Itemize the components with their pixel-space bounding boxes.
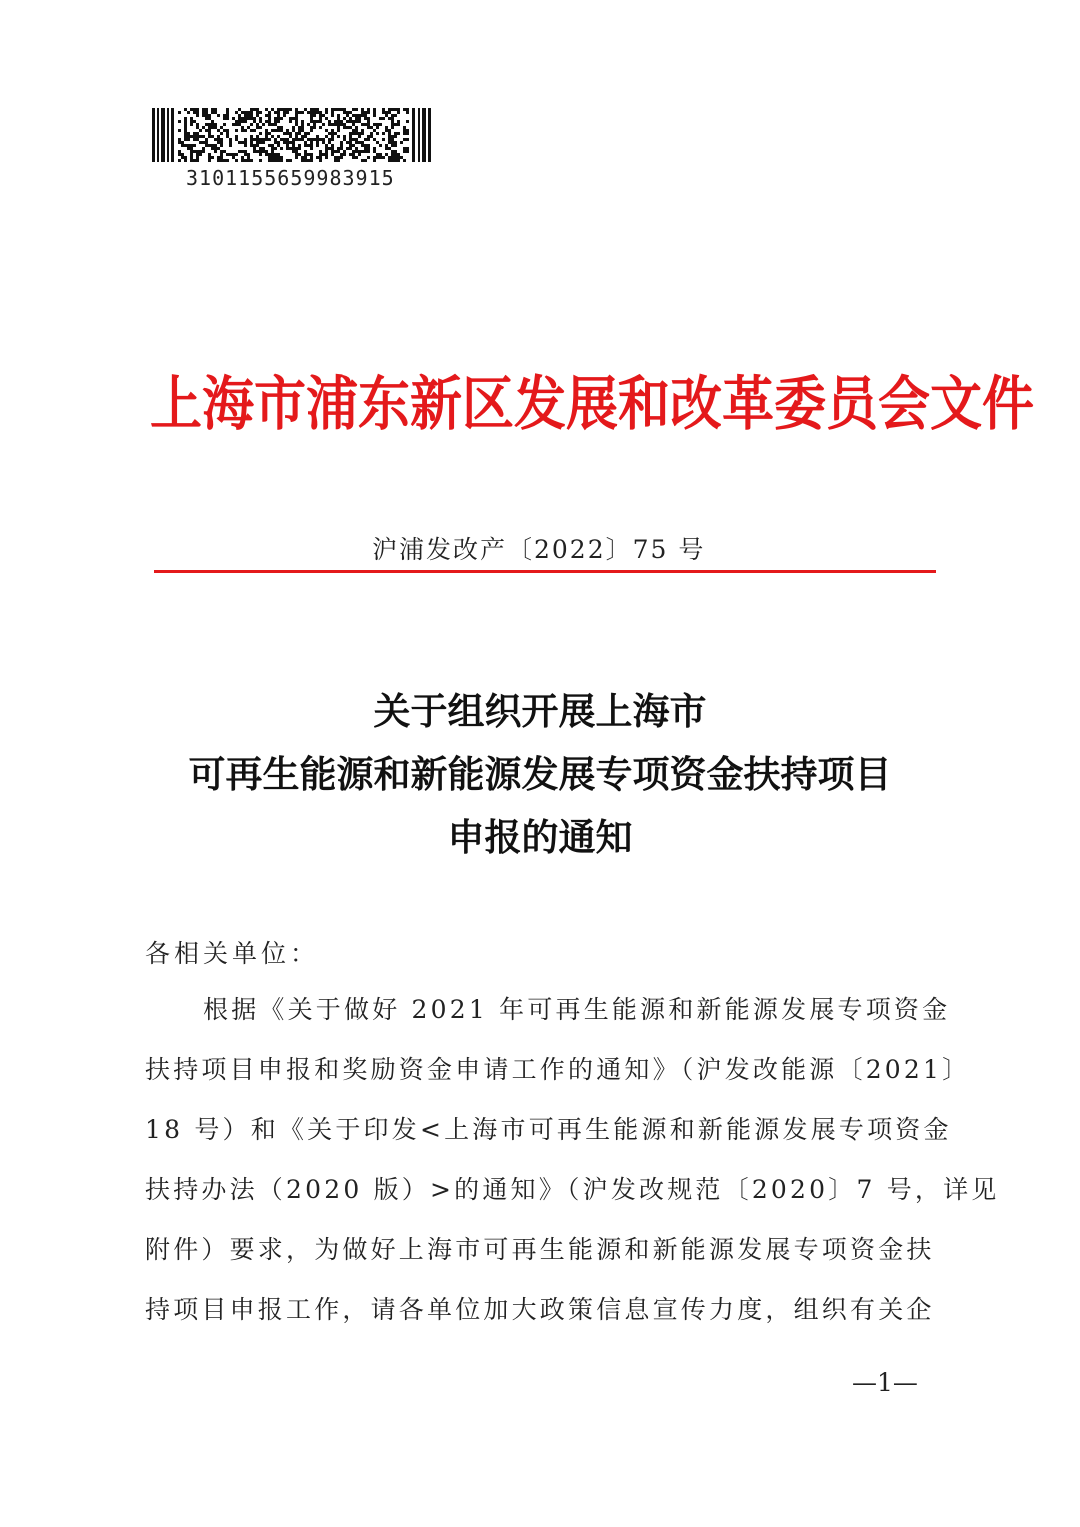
body-line: 18 号）和《关于印发<上海市可再生能源和新能源发展专项资金 xyxy=(145,1115,952,1144)
document-number: 沪浦发改产〔2022〕75 号 xyxy=(372,535,706,564)
notice-title xyxy=(120,680,960,869)
title-line: 关于组织开展上海市 xyxy=(373,689,707,733)
body-line: 扶持办法（2020 版）>的通知》（沪发改规范〔2020〕7 号，详见 xyxy=(145,1175,1000,1204)
body-line: 扶持项目申报和奖励资金申请工作的通知》（沪发改能源〔2021〕 xyxy=(145,1055,971,1084)
body-paragraph xyxy=(145,988,1000,1348)
title-line: 可再生能源和新能源发展专项资金扶持项目 xyxy=(188,752,892,796)
page-number: —1— xyxy=(852,1368,918,1397)
body-line: 持项目申报工作，请各单位加大政策信息宣传力度，组织有关企 xyxy=(145,1295,935,1324)
barcode-number: 3101155659983915 xyxy=(186,166,395,190)
red-divider-line xyxy=(154,570,936,573)
barcode-block xyxy=(152,108,442,190)
title-line: 申报的通知 xyxy=(447,815,633,859)
body-line: 附件）要求，为做好上海市可再生能源和新能源发展专项资金扶 xyxy=(145,1235,935,1264)
barcode-image xyxy=(152,108,432,162)
salutation: 各相关单位： xyxy=(145,939,320,968)
body-line: 根据《关于做好 2021 年可再生能源和新能源发展专项资金 xyxy=(203,995,951,1024)
issuer-header: 上海市浦东新区发展和改革委员会文件 xyxy=(150,370,1035,439)
